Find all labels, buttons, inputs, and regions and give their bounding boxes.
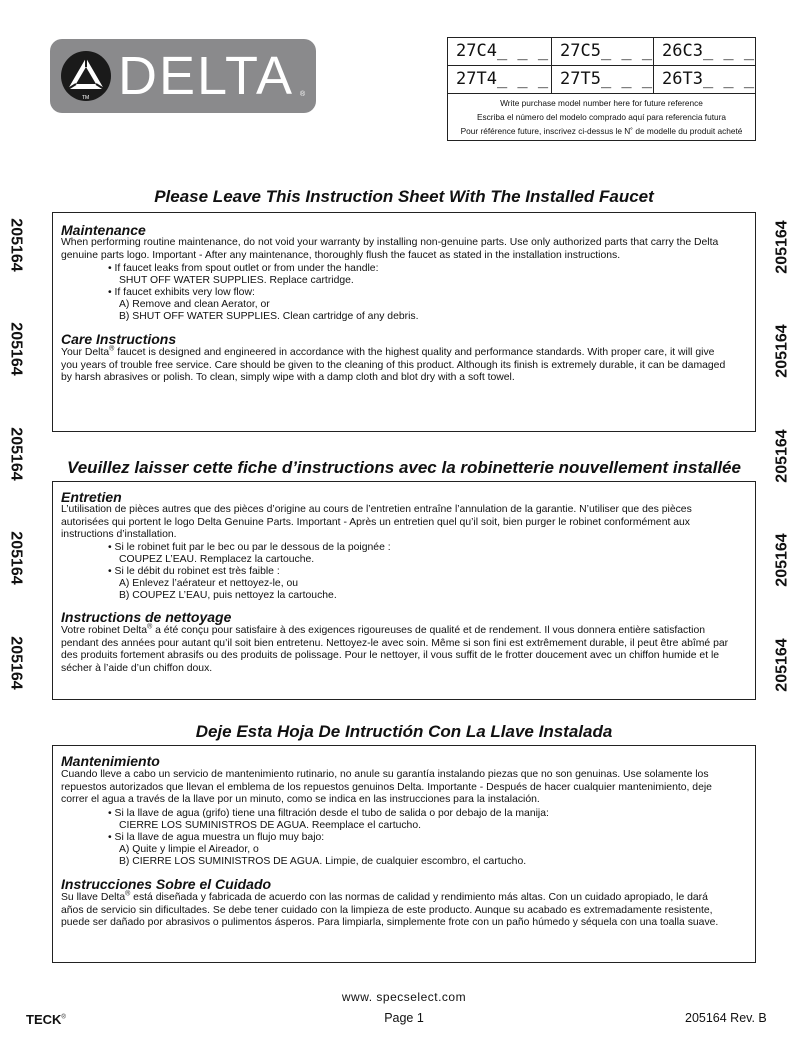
- bullet-item: • Si la llave de agua muestra un flujo muy bajo:: [108, 832, 325, 843]
- teck-logo: TECK®: [26, 1012, 66, 1027]
- delta-logo: [50, 39, 316, 113]
- bullet-item: • Si le robinet fuit par le bec ou par le dessous de la poignée :: [108, 542, 391, 553]
- maintenance-text: L’utilisation de pièces autres que des pièces d’origine au cours de l’entretien entraîne l’annulation de la garantie. N’utiliser que des pièces autorisées qui portent le logo Delta Genuine Parts. Important - Après un entretien quel qu’il soit, bien purger le robinet conformément aux instructions d’installation.: [61, 504, 692, 541]
- side-code: 205164: [773, 533, 791, 587]
- side-code: 205164: [773, 324, 791, 378]
- model-cell: 26C3_ _ _: [654, 38, 755, 66]
- bullet-item: • If faucet leaks from spout outlet or from under the handle:: [108, 263, 379, 274]
- maintenance-heading: Maintenance: [61, 222, 146, 238]
- side-code: 205164: [7, 636, 25, 690]
- bullet-action: A) Remove and clean Aerator, or: [119, 299, 270, 310]
- delta-wordmark: DELTA: [118, 46, 295, 106]
- care-text: Your Delta® faucet is designed and engineered in accordance with the highest quality and performance standards. With proper care, it will give you years of trouble free service. Care should be given to the cleaning of this product. Although its finish is extremely durable, it can be damaged by harsh abrasives or polish. To clean, simply wipe with a damp cloth and blot dry with a soft towel.: [61, 345, 726, 384]
- maintenance-text: Cuando lleve a cabo un servicio de mantenimiento rutinario, no anule su garantía instalando piezas que no son genuinas. Use solamente los repuestos autorizados que llevan el emblema de los repuestos genuinos Delta. Importante - Después de hacer cualquier mantenimiento, deje correr el agua a través de la llave por un minuto, como se indica en las instrucciones para la instalación.: [61, 769, 712, 806]
- bullet-action: CIERRE LOS SUMINISTROS DE AGUA. Reemplace el cartucho.: [119, 820, 421, 831]
- trademark-mark: TM: [82, 95, 90, 101]
- registered-mark: ®: [300, 91, 306, 98]
- care-heading: Instrucciones Sobre el Cuidado: [61, 876, 272, 892]
- model-note-fr: Pour référence future, inscrivez ci-dessus le N˚ de modelle du produit acheté: [460, 126, 743, 136]
- footer-url: www. specselect.com: [341, 990, 467, 1004]
- bullet-action: A) Quite y limpie el Aireador, o: [119, 844, 259, 855]
- maintenance-text: When performing routine maintenance, do not void your warranty by installing non-genuine parts. Use only authorized parts that carry the Delta genuine parts logo. Important - After any maintenance, thoroughly flush the faucet as stated in the installation instructions.: [61, 237, 719, 261]
- model-number-box: [447, 37, 756, 141]
- english-title: Please Leave This Instruction Sheet With The Installed Faucet: [154, 187, 654, 206]
- spanish-title: Deje Esta Hoja De Intructión Con La Llave Instalada: [195, 722, 613, 741]
- model-cell: 27T4_ _ _: [448, 66, 552, 94]
- bullet-item: • Si la llave de agua (grifo) tiene una filtración desde el tubo de salida o por debajo de la manija:: [108, 808, 549, 819]
- care-heading: Care Instructions: [61, 331, 177, 347]
- spanish-section: [52, 745, 756, 963]
- bullet-action: A) Enlevez l’aérateur et nettoyez-le, ou: [119, 578, 299, 589]
- side-code: 205164: [773, 429, 791, 483]
- page-number: Page 1: [384, 1011, 424, 1025]
- model-note-en: Write purchase model number here for future reference: [500, 98, 703, 108]
- side-code: 205164: [7, 322, 25, 376]
- side-code: 205164: [773, 220, 791, 274]
- side-code: 205164: [7, 218, 25, 272]
- english-section: [52, 212, 756, 432]
- care-text: Votre robinet Delta® a été conçu pour satisfaire à des exigences rigoureuses de qualité et de rendement. Il vous donnera entière satisfaction pendant des années pour autant qu’il soit bien entretenu. Nettoyez-le avec soin. Même si son fini est extrêmement durable, il peut être abîmé par des produits fortement abrasifs ou des produits de polissage. Pour le nettoyer, il vous suffit de le frotter doucement avec un chiffon humide et le sécher à l’aide d’un chiffon doux.: [61, 623, 729, 674]
- care-heading: Instructions de nettoyage: [61, 609, 232, 625]
- side-code: 205164: [773, 638, 791, 692]
- side-code: 205164: [7, 427, 25, 481]
- maintenance-heading: Entretien: [61, 489, 122, 505]
- bullet-item: • If faucet exhibits very low flow:: [108, 287, 255, 298]
- bullet-action: SHUT OFF WATER SUPPLIES. Replace cartridge.: [119, 275, 354, 286]
- model-cell: 27C5_ _ _: [552, 38, 654, 66]
- bullet-action: B) COUPEZ L’EAU, puis nettoyez la cartouche.: [119, 590, 337, 601]
- bullet-action: COUPEZ L’EAU. Remplacez la cartouche.: [119, 554, 315, 565]
- maintenance-heading: Mantenimiento: [61, 753, 160, 769]
- bullet-action: B) CIERRE LOS SUMINISTROS DE AGUA. Limpie, de cualquier escombro, el cartucho.: [119, 856, 527, 867]
- bullet-action: B) SHUT OFF WATER SUPPLIES. Clean cartridge of any debris.: [119, 311, 419, 322]
- document-code: 205164 Rev. B: [685, 1011, 767, 1025]
- model-cell: 27T5_ _ _: [552, 66, 654, 94]
- model-cell: 27C4_ _ _: [448, 38, 552, 66]
- french-title: Veuillez laisser cette fiche d’instructions avec la robinetterie nouvellement installée: [67, 458, 741, 477]
- french-section: [52, 481, 756, 700]
- bullet-item: • Si le débit du robinet est très faible :: [108, 566, 280, 577]
- care-text: Su llave Delta® está diseñada y fabricada de acuerdo con las normas de calidad y rendimiento más altas. Con un cuidado apropiado, le dará años de servicio sin dificultades. Se debe tener cuidado con la limpieza de este producto. Aunque su acabado es extremadamente resistente, puede ser dañado por abrasivos o pulimentos ásperos. Para limpiarla, simplemente frote con un paño húmedo y séquela con una toalla suave.: [61, 890, 719, 929]
- side-code: 205164: [7, 531, 25, 585]
- model-note-es: Escriba el número del modelo comprado aquí para referencia futura: [476, 112, 727, 122]
- model-cell: 26T3_ _ _: [654, 66, 755, 94]
